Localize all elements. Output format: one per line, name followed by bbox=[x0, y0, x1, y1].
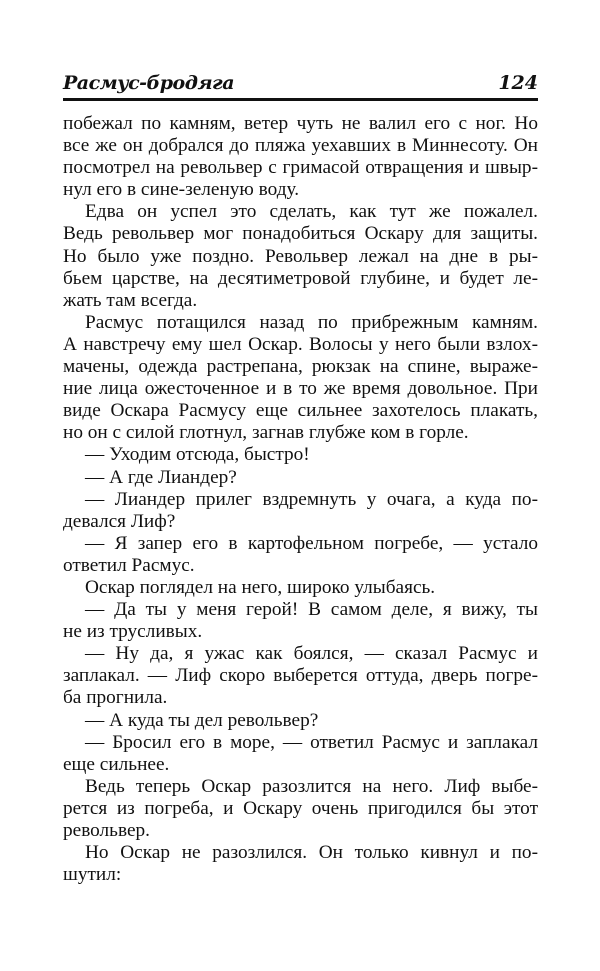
text-line: ответил Расмус. bbox=[63, 554, 195, 576]
page-body-text bbox=[63, 113, 538, 886]
text-line: не из трусливых. bbox=[63, 621, 203, 643]
paragraph bbox=[63, 710, 538, 732]
text-line: — А куда ты дел револьвер? bbox=[85, 709, 319, 731]
text-line: Расмус потащился назад по прибрежным камням. bbox=[85, 311, 538, 333]
text-line: — Уходим отсюда, быстро! bbox=[85, 444, 310, 466]
text-line: револьвер. bbox=[63, 820, 150, 841]
paragraph bbox=[63, 732, 538, 776]
text-line: нул его в сине-зеленую воду. bbox=[63, 179, 300, 201]
paragraph bbox=[63, 201, 538, 311]
text-line: — Я запер его в картофельном погребе, — устало bbox=[85, 532, 538, 554]
text-line: Едва он успел это сделать, как тут же пожалел. bbox=[85, 201, 538, 223]
page-number: 124 bbox=[498, 72, 538, 94]
text-line: мачены, одежда растрепана, рюкзак на спине, выраже- bbox=[63, 356, 538, 378]
text-line: ба прогнила. bbox=[63, 687, 168, 709]
text-line: жать там всегда. bbox=[63, 289, 198, 311]
text-line: побежал по камням, ветер чуть не валил его с ног. Но bbox=[63, 113, 538, 134]
paragraph bbox=[63, 577, 538, 599]
text-line: — Бросил его в море, — ответил Расмус и заплакал bbox=[85, 731, 538, 753]
paragraph bbox=[63, 113, 538, 201]
text-line: — Лиандер прилег вздремнуть у очага, а куда по- bbox=[85, 488, 538, 510]
running-title: Расмус-бродяга bbox=[63, 72, 235, 94]
text-line: все же он добрался до пляжа уехавших в Миннесоту. Он bbox=[63, 135, 538, 157]
paragraph bbox=[63, 776, 538, 842]
text-line: Ведь теперь Оскар разозлится на него. Лиф выбе- bbox=[85, 775, 538, 797]
text-line: Ведь револьвер мог понадобиться Оскару для защиты. bbox=[63, 223, 538, 245]
running-header bbox=[63, 66, 538, 101]
text-line: девался Лиф? bbox=[63, 510, 176, 532]
paragraph bbox=[63, 467, 538, 489]
text-line: но он с силой глотнул, загнав глубже ком в горле. bbox=[63, 422, 469, 444]
text-line: бьем царстве, на десятиметровой глубине, и будет ле- bbox=[63, 267, 538, 289]
text-line: — А где Лиандер? bbox=[85, 466, 237, 488]
paragraph bbox=[63, 842, 538, 886]
text-line: ние лица ожесточенное и в то же время довольное. При bbox=[63, 378, 538, 400]
text-line: Но было уже поздно. Револьвер лежал на дне в ры- bbox=[63, 245, 538, 267]
text-line: виде Оскара Расмусу еще сильнее захотелось плакать, bbox=[63, 400, 538, 422]
paragraph bbox=[63, 444, 538, 466]
paragraph bbox=[63, 489, 538, 533]
text-line: шутил: bbox=[63, 864, 122, 886]
text-line: — Ну да, я ужас как боялся, — сказал Расмус и bbox=[85, 643, 538, 665]
text-line: Оскар поглядел на него, широко улыбаясь. bbox=[85, 576, 436, 598]
paragraph bbox=[63, 643, 538, 709]
text-line: заплакал. — Лиф скоро выберется оттуда, дверь погре- bbox=[63, 665, 538, 687]
text-line: А навстречу ему шел Оскар. Волосы у него были взлох- bbox=[63, 333, 538, 355]
paragraph bbox=[63, 599, 538, 643]
text-line: — Да ты у меня герой! В самом деле, я вижу, ты bbox=[85, 599, 538, 621]
text-line: еще сильнее. bbox=[63, 753, 170, 775]
paragraph bbox=[63, 533, 538, 577]
paragraph bbox=[63, 312, 538, 445]
text-line: посмотрел на револьвер с гримасой отвращения и швыр- bbox=[63, 157, 538, 179]
text-line: рется из погреба, и Оскару очень пригодился бы этот bbox=[63, 797, 538, 819]
text-line: Но Оскар не разозлился. Он только кивнул и по- bbox=[85, 842, 538, 864]
